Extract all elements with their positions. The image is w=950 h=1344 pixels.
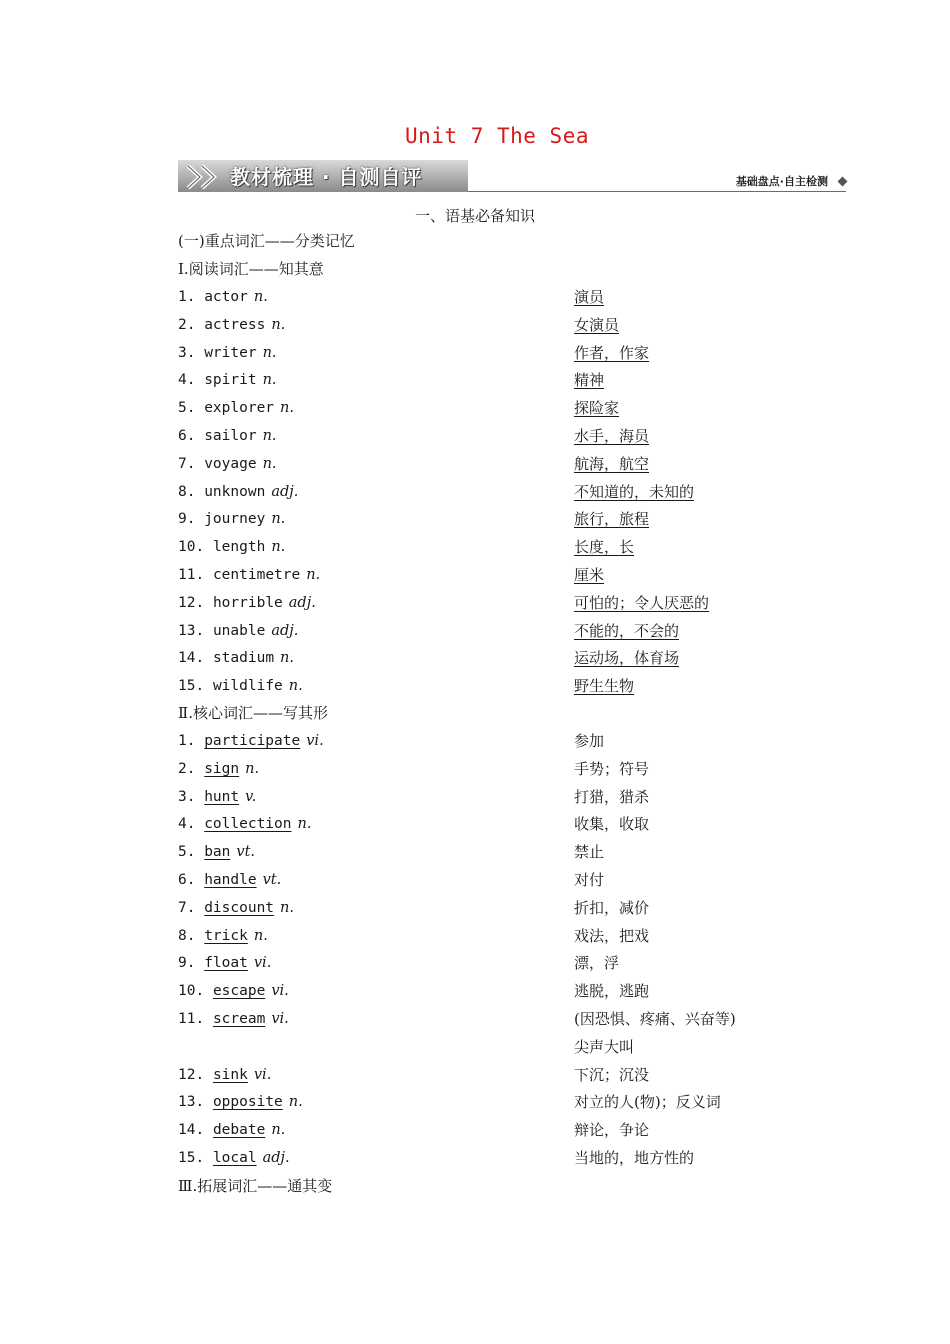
page-title: Unit 7 The Sea <box>404 124 589 148</box>
banner-title <box>230 163 423 191</box>
entry-number: 8. <box>178 927 196 944</box>
entry-pos: adj. <box>288 594 316 611</box>
entry-meaning: 打猎，猎杀 <box>574 787 650 806</box>
entry-meaning: 长度，长 <box>574 538 635 557</box>
vocab-entry-word <box>178 647 294 669</box>
entry-word: debate <box>212 1122 266 1139</box>
vocab-entry-word <box>178 481 298 503</box>
entry-word: spirit <box>204 372 257 389</box>
entry-meaning-continued: 尖声大叫 <box>574 1037 635 1056</box>
entry-pos: adj. <box>271 622 299 639</box>
entry-meaning: 禁止 <box>574 843 605 862</box>
entry-number: 3. <box>178 788 196 805</box>
part3-heading: Ⅲ.拓展词汇——通其变 <box>178 1177 333 1195</box>
vocab-entry-word <box>178 314 285 336</box>
entry-number: 12. <box>178 594 205 611</box>
entry-number: 7. <box>178 899 196 916</box>
entry-meaning: 可怕的；令人厌恶的 <box>574 593 710 612</box>
entry-meaning: 旅行，旅程 <box>574 510 650 529</box>
vocab-entry-word <box>178 536 285 558</box>
entry-meaning: 作者，作家 <box>574 343 650 362</box>
entry-number: 8. <box>178 483 196 500</box>
entry-number: 14. <box>178 1122 205 1139</box>
entry-word: voyage <box>204 455 257 472</box>
entry-pos: n. <box>262 428 277 444</box>
entry-number: 15. <box>178 1150 205 1166</box>
entry-pos: n. <box>253 927 268 944</box>
entry-pos: n. <box>280 650 294 667</box>
entry-pos: n. <box>271 1122 286 1139</box>
vocab-entry-word <box>178 813 311 835</box>
entry-pos: v. <box>245 788 257 805</box>
entry-word: hunt <box>204 788 240 805</box>
entry-pos: n. <box>271 511 286 528</box>
vocab-entry-word <box>178 342 277 364</box>
entry-word: sailor <box>204 428 257 444</box>
entry-meaning: 精神 <box>574 371 605 390</box>
entry-word: local <box>212 1150 257 1166</box>
diamond-icon <box>838 177 848 187</box>
vocab-entry-word <box>178 1147 290 1169</box>
vocab-entry-word <box>178 980 289 1002</box>
entry-meaning: 不知道的，未知的 <box>574 482 695 501</box>
entry-meaning: 当地的，地方性的 <box>574 1149 695 1167</box>
entry-number: 11. <box>178 1011 205 1027</box>
vocab-entry-word <box>178 897 294 919</box>
entry-number: 13. <box>178 622 205 639</box>
entry-meaning: 折扣，减价 <box>574 898 650 917</box>
entry-pos: n. <box>271 539 286 556</box>
banner-title-b: 自测自评 <box>338 165 423 189</box>
entry-number: 1. <box>178 289 196 305</box>
entry-number: 6. <box>178 872 196 888</box>
entry-pos: vt. <box>262 872 282 888</box>
entry-meaning: 演员 <box>574 288 605 306</box>
entry-meaning: 女演员 <box>574 315 620 334</box>
entry-number: 15. <box>178 678 205 695</box>
entry-meaning: (因恐惧、疼痛、兴奋等) <box>574 1010 736 1028</box>
entry-word: explorer <box>204 400 275 417</box>
entry-number: 4. <box>178 372 196 389</box>
entry-pos: n. <box>271 316 286 333</box>
entry-pos: n. <box>262 344 277 361</box>
entry-number: 11. <box>178 567 205 583</box>
banner-rule <box>468 191 846 192</box>
entry-number: 10. <box>178 539 205 556</box>
entry-pos: vi. <box>271 983 289 1000</box>
entry-word: unable <box>212 622 266 639</box>
entry-word: length <box>212 539 266 556</box>
entry-pos: n. <box>262 455 277 472</box>
entry-number: 3. <box>178 344 196 361</box>
vocab-entry-word <box>178 758 259 780</box>
entry-number: 14. <box>178 650 205 667</box>
vocab-entry-word <box>178 508 285 530</box>
entry-word: collection <box>204 816 292 833</box>
entry-number: 1. <box>178 733 196 749</box>
entry-meaning: 水手，海员 <box>574 427 650 445</box>
entry-pos: vi. <box>306 733 324 749</box>
entry-meaning: 漂，浮 <box>574 954 620 973</box>
vocab-entry-word <box>178 869 281 891</box>
vocab-entry-word <box>178 369 277 391</box>
entry-word: discount <box>204 899 275 916</box>
vocab-entry-word <box>178 1119 285 1141</box>
entry-meaning: 参加 <box>574 732 605 750</box>
entry-number: 5. <box>178 844 196 861</box>
entry-meaning: 厘米 <box>574 566 605 584</box>
part1-heading: Ⅰ.阅读词汇——知其意 <box>178 260 324 278</box>
entry-meaning: 对付 <box>574 871 605 889</box>
vocab-entry-word <box>178 675 303 697</box>
entry-word: journey <box>204 511 266 528</box>
section-title <box>0 205 950 227</box>
entry-number: 2. <box>178 316 196 333</box>
vocab-entry-word <box>178 786 256 808</box>
entry-word: ban <box>204 844 231 861</box>
entry-word: horrible <box>212 594 283 611</box>
entry-meaning: 野生生物 <box>574 677 635 696</box>
entry-number: 10. <box>178 983 205 1000</box>
entry-word: escape <box>212 983 266 1000</box>
vocab-entry-word <box>178 1064 271 1086</box>
entry-number: 9. <box>178 955 196 972</box>
entry-word: sign <box>204 760 240 777</box>
vocab-entry-word <box>178 564 320 586</box>
entry-number: 2. <box>178 760 196 777</box>
vocab-entry-word <box>178 592 316 614</box>
entry-pos: adj. <box>262 1150 290 1166</box>
vocab-entry-word <box>178 841 255 863</box>
entry-word: actress <box>204 316 266 333</box>
entry-pos: n. <box>288 1094 303 1111</box>
entry-number: 9. <box>178 511 196 528</box>
vocab-entry-word <box>178 620 298 642</box>
banner-subtitle: 基础盘点·自主检测 <box>735 175 828 188</box>
entry-word: participate <box>204 733 301 749</box>
entry-pos: n. <box>297 816 312 833</box>
entry-meaning: 运动场，体育场 <box>574 649 680 668</box>
entry-meaning: 收集，收取 <box>574 815 650 834</box>
banner-dot: · <box>321 165 331 189</box>
entry-meaning: 戏法，把戏 <box>574 926 650 945</box>
entry-pos: n. <box>288 678 303 695</box>
vocab-entry-word <box>178 425 277 447</box>
entry-pos: vt. <box>236 844 256 861</box>
entry-number: 4. <box>178 816 196 833</box>
entry-meaning: 探险家 <box>574 399 620 418</box>
entry-word: centimetre <box>212 567 301 583</box>
vocab-entry-word <box>178 1091 303 1113</box>
entry-word: unknown <box>204 483 266 500</box>
entry-pos: n. <box>245 760 260 777</box>
entry-number: 12. <box>178 1066 205 1083</box>
entry-meaning: 手势；符号 <box>574 759 650 778</box>
entry-meaning: 航海，航空 <box>574 454 650 473</box>
entry-word: scream <box>212 1011 266 1027</box>
banner-title-a: 教材梳理 <box>230 165 314 189</box>
entry-word: trick <box>204 927 248 944</box>
entry-pos: n. <box>280 400 294 417</box>
vocab-entry-word <box>178 1008 289 1030</box>
entry-number: 7. <box>178 455 196 472</box>
entry-pos: adj. <box>271 483 299 500</box>
entry-meaning: 下沉；沉没 <box>574 1065 650 1084</box>
entry-number: 6. <box>178 428 196 444</box>
entry-meaning: 对立的人(物)；反义词 <box>574 1093 721 1112</box>
entry-word: actor <box>204 289 248 305</box>
vocab-entry-word <box>178 730 324 752</box>
entry-meaning: 逃脱，逃跑 <box>574 982 650 1001</box>
subsection-heading: (一)重点词汇——分类记忆 <box>178 232 355 250</box>
entry-number: 13. <box>178 1094 205 1111</box>
entry-meaning: 辩论，争论 <box>574 1121 650 1140</box>
entry-word: sink <box>212 1066 248 1083</box>
entry-pos: n. <box>262 372 277 389</box>
entry-word: float <box>204 955 248 972</box>
entry-word: opposite <box>212 1094 283 1111</box>
vocab-entry-word <box>178 952 271 974</box>
entry-pos: n. <box>253 289 268 305</box>
vocab-entry-word <box>178 925 268 947</box>
entry-number: 5. <box>178 400 196 417</box>
entry-word: stadium <box>212 650 275 667</box>
chevron-right-icon <box>184 164 224 190</box>
vocab-entry-word <box>178 453 277 475</box>
entry-pos: n. <box>280 899 294 916</box>
entry-meaning: 不能的，不会的 <box>574 621 680 640</box>
vocab-entry-word <box>178 397 294 419</box>
part2-heading: Ⅱ.核心词汇——写其形 <box>178 704 328 722</box>
entry-pos: vi. <box>253 1066 272 1083</box>
section-title-text: 一、语基必备知识 <box>414 207 535 225</box>
entry-pos: n. <box>306 567 321 583</box>
entry-pos: vi. <box>271 1011 289 1027</box>
entry-pos: vi. <box>253 955 272 972</box>
entry-word: writer <box>204 344 257 361</box>
section-banner <box>178 160 848 194</box>
vocab-entry-word <box>178 286 268 308</box>
entry-word: handle <box>204 872 257 888</box>
entry-word: wildlife <box>212 678 283 695</box>
